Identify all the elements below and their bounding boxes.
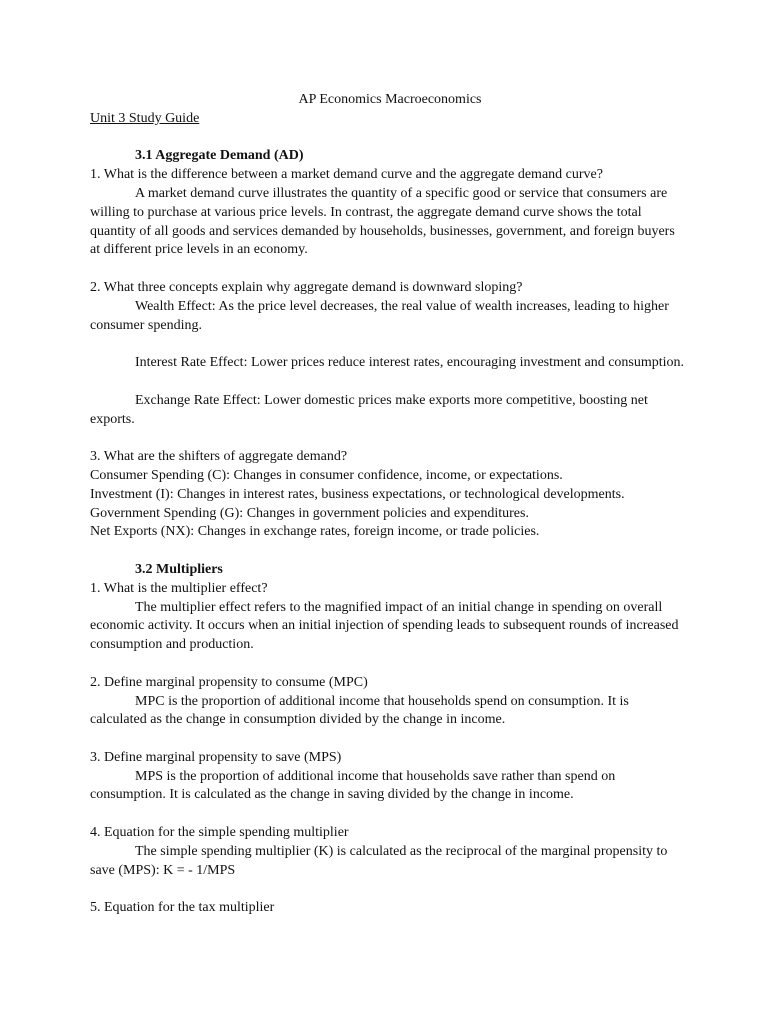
interest-rate-effect: Interest Rate Effect: Lower prices reduce interest rates, encouraging investment and consumption. — [135, 355, 685, 371]
question-4: 4. Equation for the simple spending multiplier — [90, 825, 349, 841]
question-1: 1. What is the multiplier effect? — [90, 580, 268, 596]
shifter-item: Investment (I): Changes in interest rates, business expectations, or technological developments. — [90, 486, 625, 502]
wealth-effect-cont: consumer spending. — [90, 317, 202, 333]
document-subtitle: Unit 3 Study Guide — [90, 110, 200, 126]
answer-line: economic activity. It occurs when an initial injection of spending leads to subsequent rounds of increased — [90, 618, 679, 634]
question-2: 2. What three concepts explain why aggregate demand is downward sloping? — [90, 279, 523, 295]
answer-line: calculated as the change in consumption divided by the change in income. — [90, 712, 506, 728]
question-3: 3. What are the shifters of aggregate demand? — [90, 449, 348, 465]
answer-line: consumption. It is calculated as the change in saving divided by the change in income. — [90, 787, 574, 803]
section-heading-multipliers: 3.2 Multipliers — [135, 561, 223, 577]
question-2: 2. Define marginal propensity to consume (MPC) — [90, 674, 368, 690]
answer-line: willing to purchase at various price levels. In contrast, the aggregate demand curve shows the total — [90, 204, 642, 220]
shifter-item: Net Exports (NX): Changes in exchange rates, foreign income, or trade policies. — [90, 524, 540, 540]
question-5: 5. Equation for the tax multiplier — [90, 900, 275, 916]
question-3: 3. Define marginal propensity to save (MPS) — [90, 749, 342, 765]
exchange-rate-effect-cont: exports. — [90, 411, 135, 427]
wealth-effect: Wealth Effect: As the price level decreases, the real value of wealth increases, leading to higher — [135, 298, 669, 314]
answer-line: at different price levels in an economy. — [90, 242, 308, 258]
answer-line: quantity of all goods and services demanded by households, businesses, government, and foreign buyers — [90, 223, 675, 239]
answer-line: The multiplier effect refers to the magnified impact of an initial change in spending on overall — [135, 599, 663, 615]
answer-line: The simple spending multiplier (K) is calculated as the reciprocal of the marginal propensity to — [135, 843, 668, 859]
answer-line: MPC is the proportion of additional income that households spend on consumption. It is — [135, 693, 629, 709]
question-1: 1. What is the difference between a market demand curve and the aggregate demand curve? — [90, 167, 603, 183]
shifter-item: Government Spending (G): Changes in government policies and expenditures. — [90, 505, 529, 521]
exchange-rate-effect: Exchange Rate Effect: Lower domestic prices make exports more competitive, boosting net — [135, 392, 648, 408]
answer-line: save (MPS): K = - 1/MPS — [90, 862, 236, 878]
document-body — [90, 91, 690, 918]
shifter-item: Consumer Spending (C): Changes in consumer confidence, income, or expectations. — [90, 467, 563, 483]
answer-line: consumption and production. — [90, 637, 254, 653]
answer-line: MPS is the proportion of additional income that households save rather than spend on — [135, 768, 616, 784]
document-title: AP Economics Macroeconomics — [298, 92, 482, 107]
section-heading-aggregate-demand: 3.1 Aggregate Demand (AD) — [135, 148, 304, 164]
answer-line: A market demand curve illustrates the quantity of a specific good or service that consumers are — [135, 185, 668, 201]
